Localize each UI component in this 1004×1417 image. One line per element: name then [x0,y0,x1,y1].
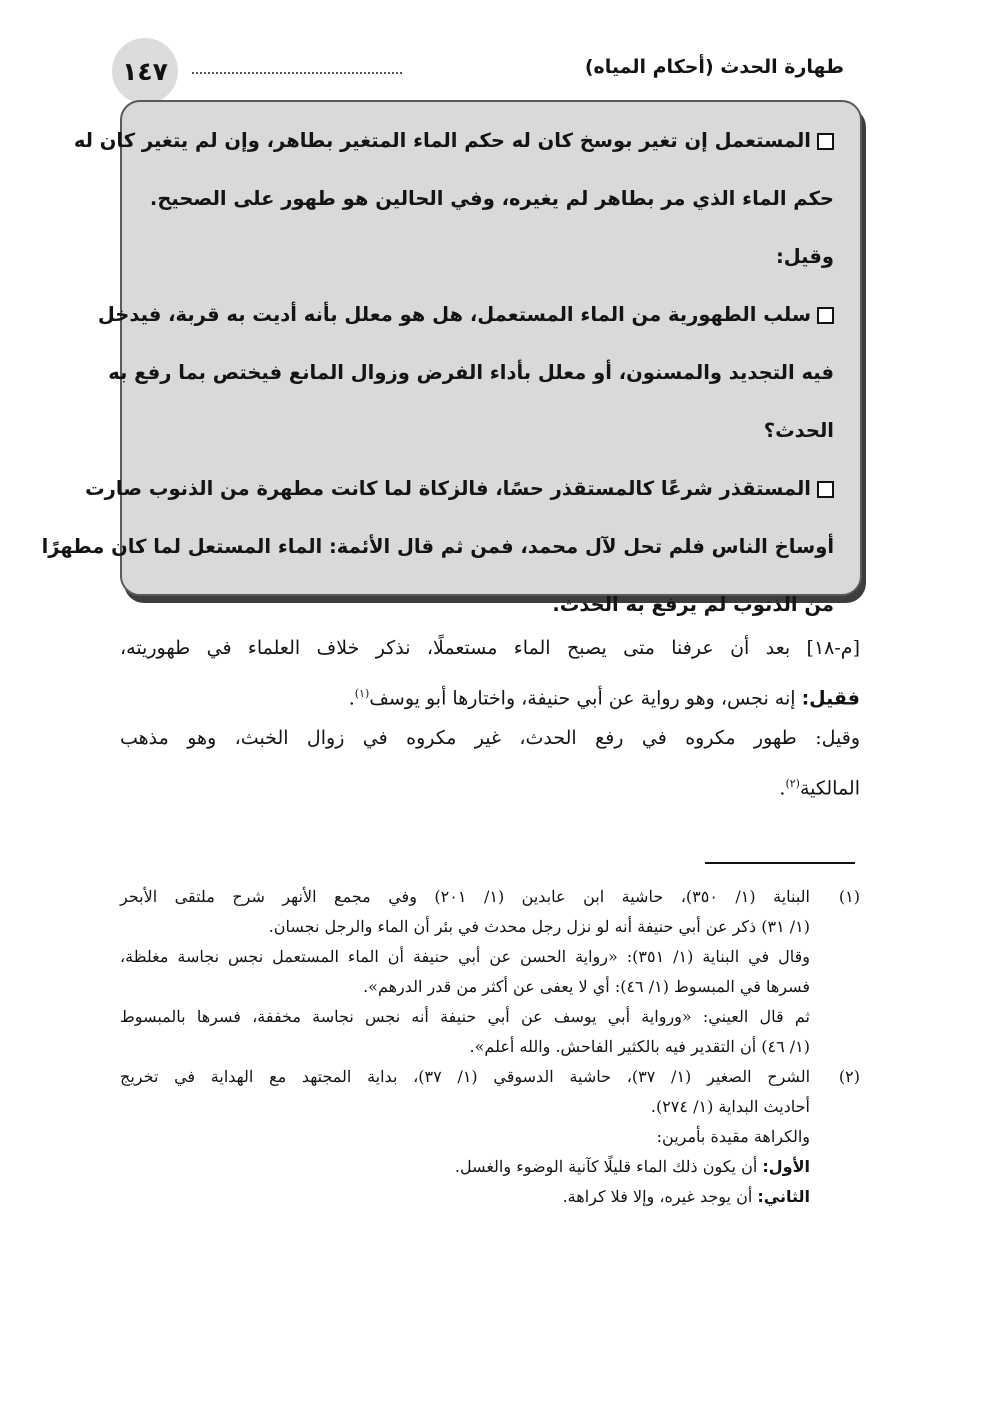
main-text [120,626,860,806]
checkbox-icon [817,481,834,498]
text-line: المالكية$^{(٢)}$. [779,777,860,800]
text-line: فقيل: إنه نجس، وهو رواية عن أبي حنيفة، واختارها أبو يوسف$^{(١)}$. [348,687,860,710]
footnote-lead: الأول: [762,1157,810,1176]
box-line: فيه التجديد والمسنون، أو معلل بأداء الفرض وزوال المانع فيختص بما رفع به [108,361,834,384]
box-line: حكم الماء الذي مر بطاهر لم يغيره، وفي الحالين هو طهور على الصحيح. [149,187,834,210]
footnote-line: (١/ ٤٦) أن التقدير فيه بالكثير الفاحش. والله أعلم». [469,1037,810,1056]
text-line: وقيل: طهور مكروه في رفع الحدث، غير مكروه في زوال الخبث، وهو مذهب [120,727,860,749]
footnote-line: وقال في البناية (١/ ٣٥١): «رواية الحسن عن أبي حنيفة أن الماء المستعمل نجس نجاسة مغلظة، [120,947,810,966]
footnote-ref[interactable]: (٢) [785,777,800,790]
box-line: أوساخ الناس فلم تحل لآل محمد، فمن ثم قال الأئمة: الماء المستعل لما كان مطهرًا [41,535,834,558]
footnote-line: الثاني: أن يوجد غيره، وإلا فلا كراهة. [562,1187,810,1206]
running-title: طهارة الحدث (أحكام المياه) [584,56,844,78]
footnote-line: والكراهة مقيدة بأمرين: [656,1127,810,1146]
box-line: من الذنوب لم يرفع به الحدث. [552,593,834,616]
box-line: المستقذر شرعًا كالمستقذر حسًا، فالزكاة لما كانت مطهرة من الذنوب صارت [134,460,834,518]
box-line: الحدث؟ [763,419,834,442]
checkbox-icon [817,133,834,150]
lead-word: فقيل: [801,687,860,710]
highlight-box [41,100,862,616]
footnote-ref[interactable]: (١) [354,687,370,700]
footnote-marker: (١) [838,887,860,906]
footnote-marker: (٢) [838,1067,860,1086]
footnote-lead: الثاني: [757,1187,810,1206]
footnote-separator [705,862,855,864]
dotted-leader [192,72,402,74]
footnote-line: (٢) الشرح الصغير (١/ ٣٧)، حاشية الدسوقي (١/ ٣٧)، بداية المجتهد مع الهداية في تخريج [120,1062,858,1092]
footnote-line: (١/ ٣١) ذكر عن أبي حنيفة أنه لو نزل رجل محدث في بئر أن الماء والرجل نجسان. [268,917,810,936]
footnote-line: (١) البناية (١/ ٣٥٠)، حاشية ابن عابدين (١/ ٢٠١) وفي مجمع الأنهر شرح ملتقى الأبحر [120,882,858,912]
footnotes [120,882,858,1212]
box-line: المستعمل إن تغير بوسخ كان له حكم الماء المتغير بطاهر، وإن لم يتغير كان له [134,112,834,170]
footnote-line: الأول: أن يكون ذلك الماء قليلًا كآنية الوضوء والغسل. [454,1157,810,1176]
page-header [112,38,844,98]
page-number-badge: ١٤٧ [112,38,178,104]
box-line: وقيل: [775,245,834,268]
text-line: [م-١٨] بعد أن عرفنا متى يصبح الماء مستعملًا، نذكر خلاف العلماء في طهوريته، [120,637,860,659]
checkbox-icon [817,307,834,324]
footnote-line: أحاديث البداية (١/ ٢٧٤). [650,1097,810,1116]
footnote-line: ثم قال العيني: «ورواية أبي يوسف عن أبي حنيفة أنه نجس نجاسة مخففة، فسرها بالمبسوط [120,1007,810,1026]
footnote-line: فسرها في المبسوط (١/ ٤٦): أي لا يعفى عن أكثر من قدر الدرهم». [363,977,810,996]
box-line: سلب الطهورية من الماء المستعمل، هل هو معلل بأنه أديت به قربة، فيدخل [134,286,834,344]
